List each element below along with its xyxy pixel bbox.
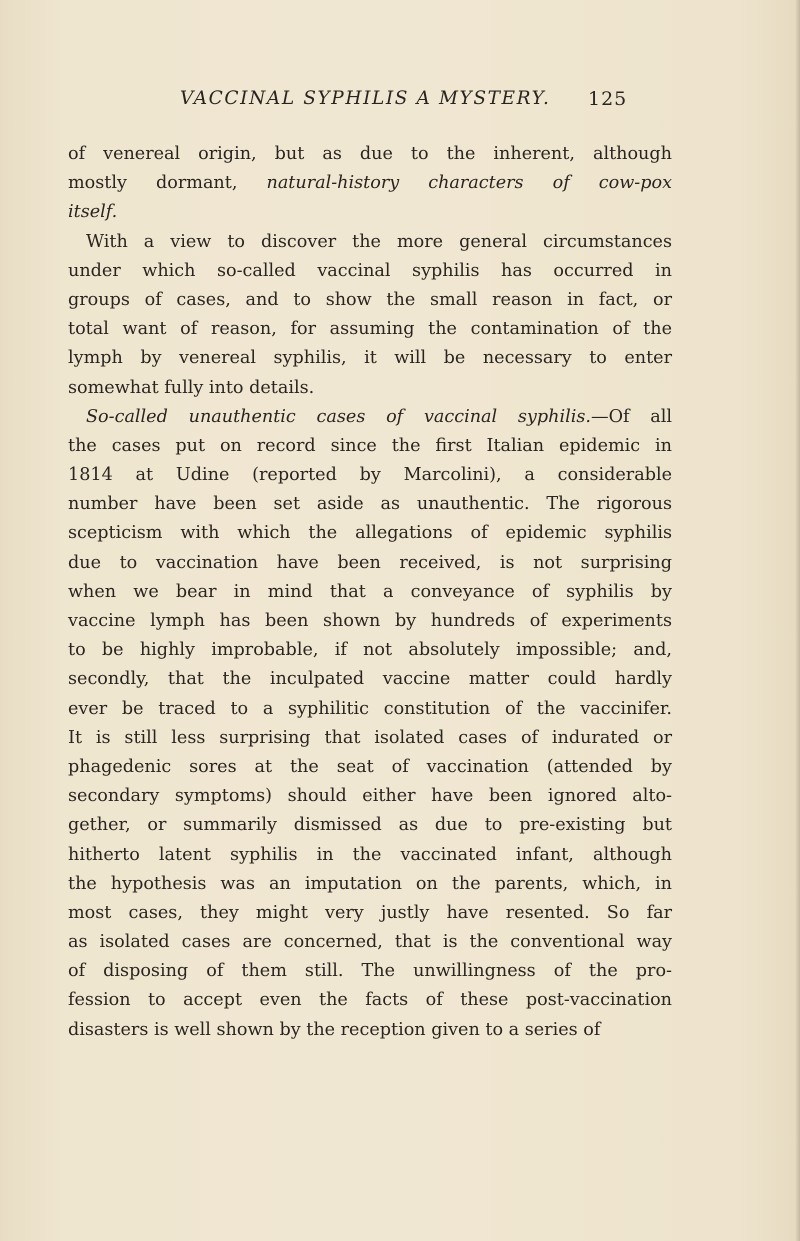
text-line: under which so-called vaccinal syphilis has occurred in (68, 260, 672, 281)
text-line: 1814 at Udine (reported by Marcolini), a considerable (68, 465, 672, 486)
text-line: of disposing of them still. The unwillingness of the pro- (68, 961, 672, 982)
text-line: fession to accept even the facts of these post-vaccination (68, 990, 672, 1011)
text-line: lymph by venereal syphilis, it will be necessary to enter (68, 348, 672, 369)
text-line: hitherto latent syphilis in the vaccinated infant, although (68, 844, 672, 865)
page-edge-shadow (795, 0, 800, 1241)
text-line: phagedenic sores at the seat of vaccination (attended by (68, 756, 672, 777)
text-line: the cases put on record since the first Italian epidemic in (68, 435, 672, 456)
text-line: somewhat fully into details. (68, 377, 315, 398)
text-line: vaccine lymph has been shown by hundreds of experiments (68, 611, 672, 631)
text-line: It is still less surprising that isolated cases of indurated or (68, 727, 672, 748)
section-heading-line: So-called unauthentic cases of vaccinal syphilis.—Of all (86, 406, 672, 427)
paragraph-start: With a view to discover the more general circumstances (86, 231, 672, 252)
text-line: scepticism with which the allegations of epidemic syphilis (68, 523, 672, 544)
text-line: when we bear in mind that a conveyance of syphilis by (68, 581, 672, 602)
text-line: total want of reason, for assuming the contamination of the (68, 319, 672, 340)
text-line: secondary symptoms) should either have been ignored alto- (68, 786, 672, 807)
text-line: due to vaccination have been received, is not surprising (68, 552, 672, 573)
text-line: as isolated cases are concerned, that is the conventional way (68, 932, 672, 953)
text-line: the hypothesis was an imputation on the parents, which, in (68, 873, 672, 894)
text-line: most cases, they might very justly have resented. So far (68, 902, 672, 923)
page-number: 125 (588, 88, 628, 110)
text-line: groups of cases, and to show the small reason in fact, or (68, 289, 672, 310)
text-line: number have been set aside as unauthentic. The rigorous (68, 494, 672, 515)
text-line: to be highly improbable, if not absolutely impossible; and, (68, 640, 672, 661)
text-line: disasters is well shown by the reception given to a series of (68, 1019, 601, 1040)
text-line: gether, or summarily dismissed as due to pre-existing but (68, 815, 672, 836)
text-line: mostly dormant, natural-history characters of cow-pox (68, 173, 673, 194)
page-header (180, 88, 670, 118)
text-line: itself. (68, 202, 118, 223)
text-line: secondly, that the inculpated vaccine matter could hardly (68, 669, 672, 690)
text-line: of venereal origin, but as due to the inherent, although (68, 144, 672, 164)
running-head: VACCINAL SYPHILIS A MYSTERY. (180, 88, 551, 109)
body-text (68, 140, 672, 1045)
section-heading: So-called unauthentic cases of vaccinal syphilis. (86, 406, 591, 427)
text-line: ever be traced to a syphilitic constitution of the vaccinifer. (68, 698, 672, 719)
